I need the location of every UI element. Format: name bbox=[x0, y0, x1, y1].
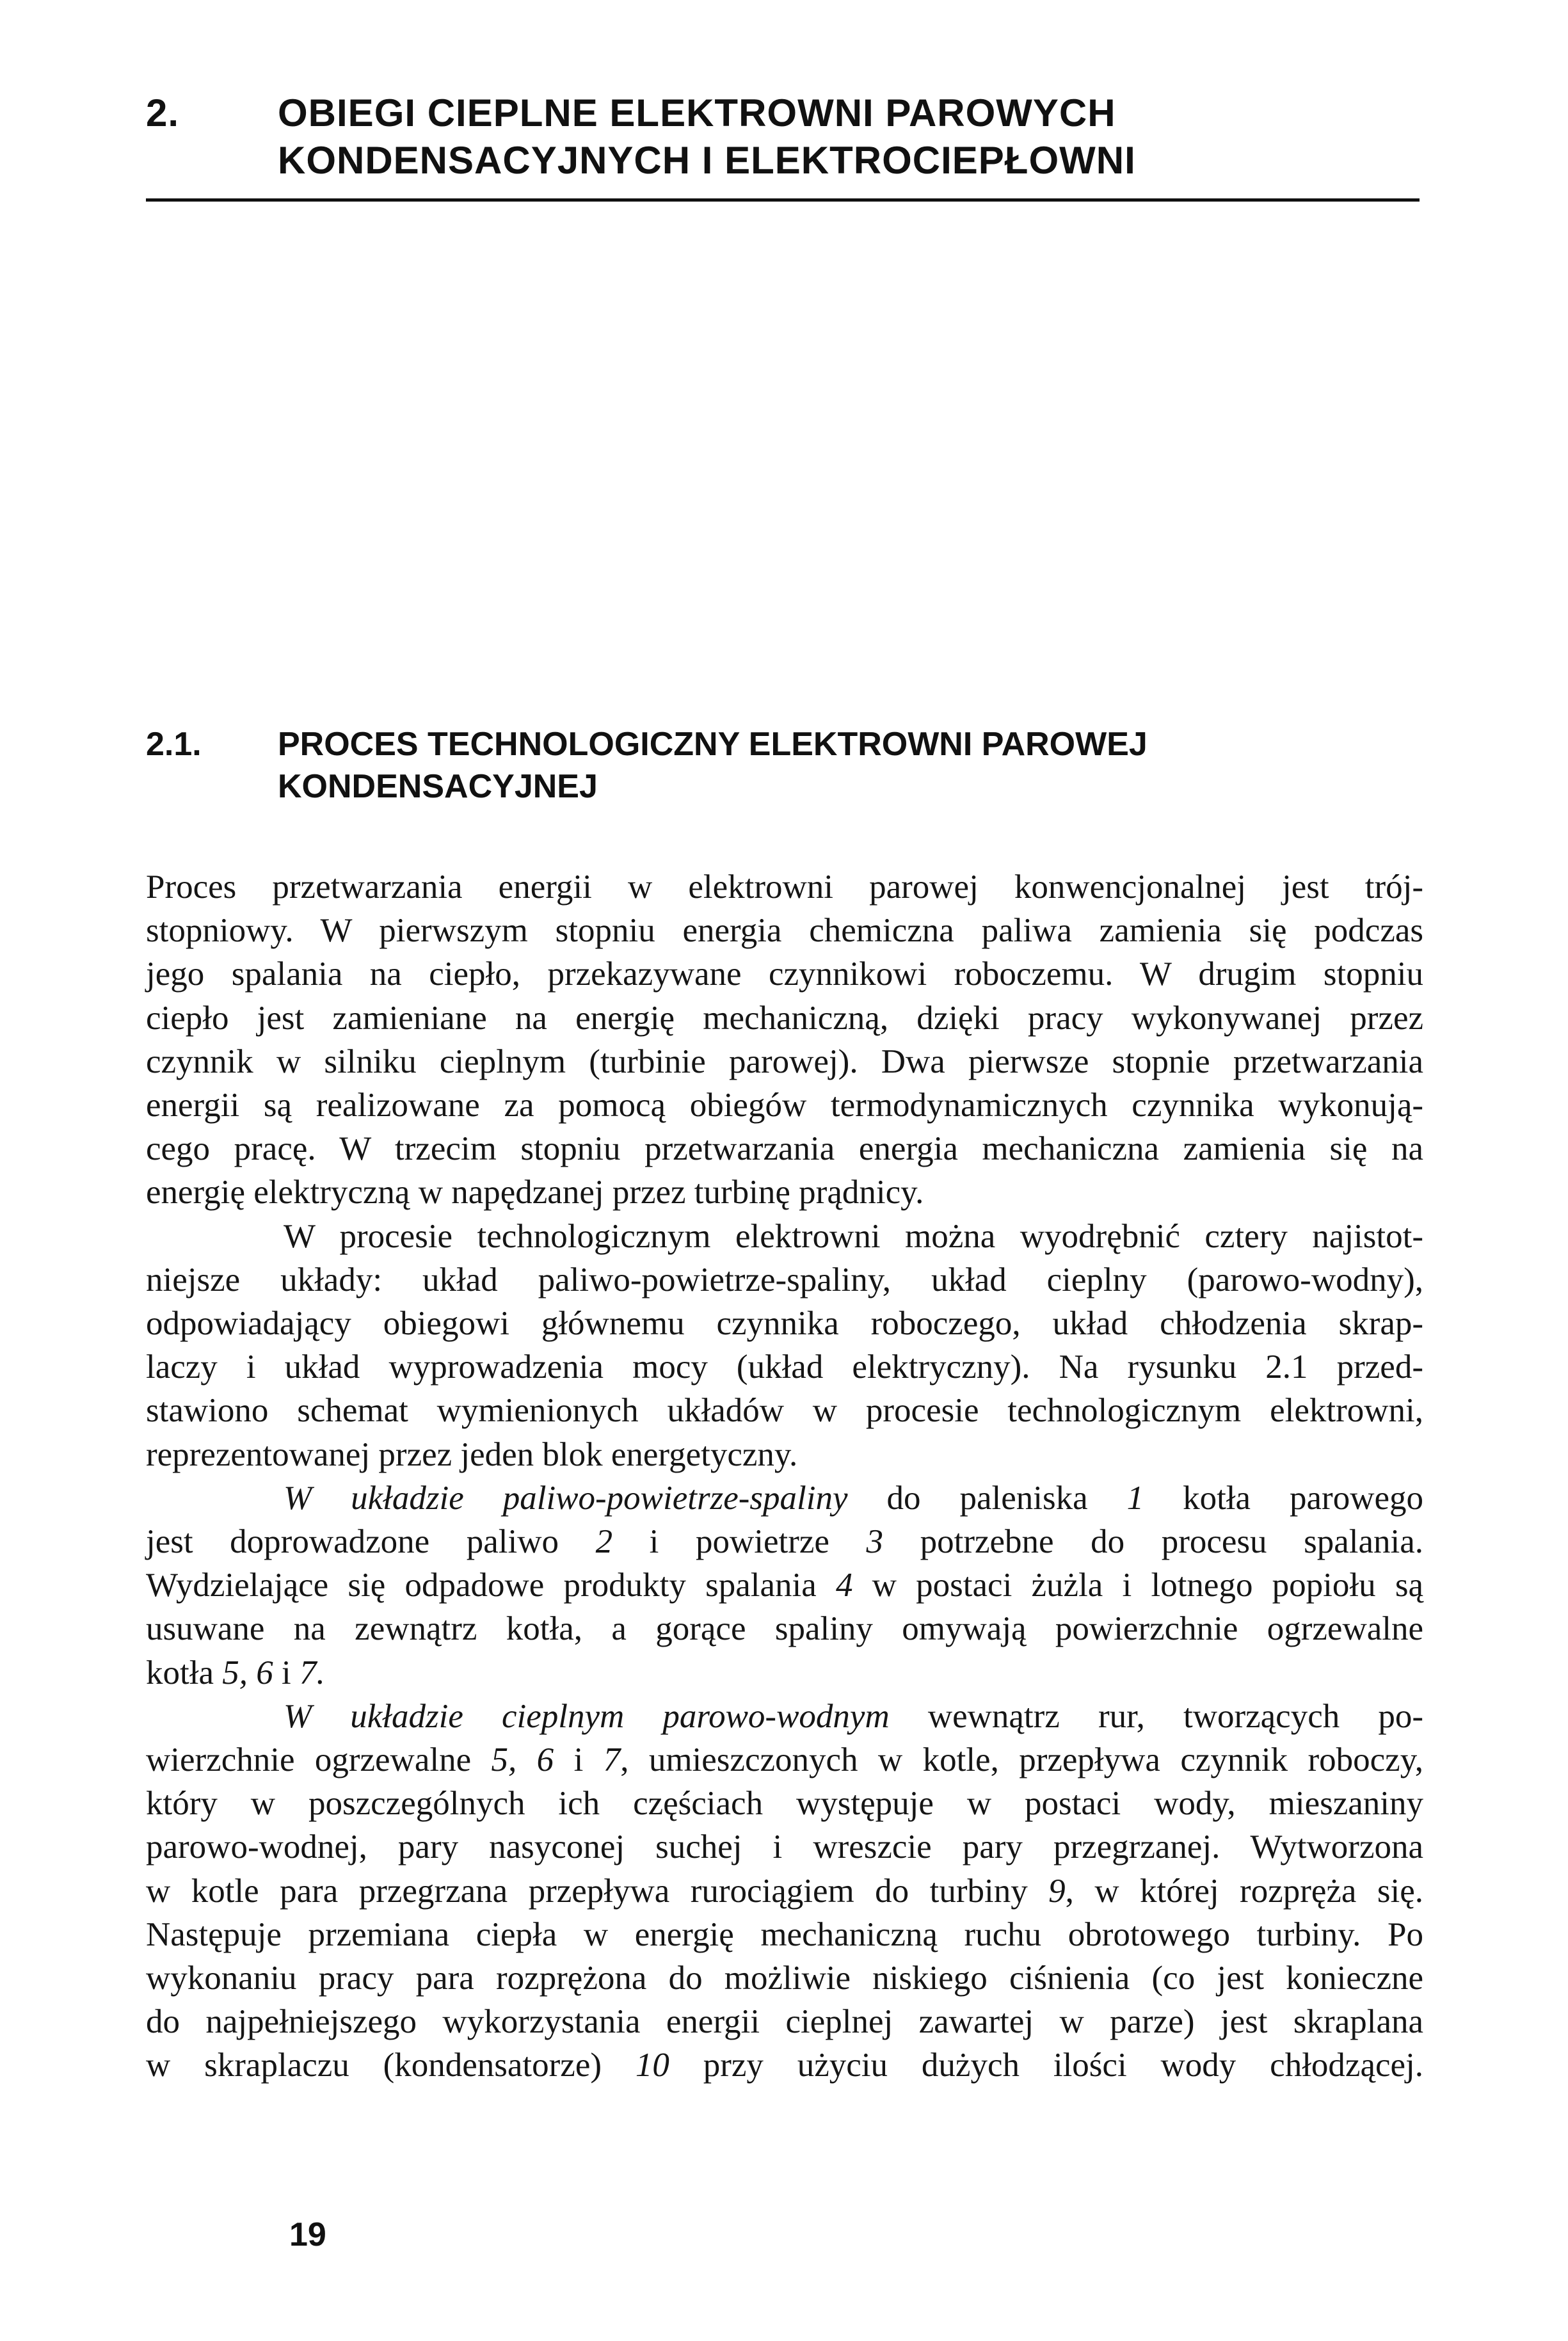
chapter-number: 2. bbox=[146, 92, 180, 134]
italic-term: W układzie cieplnym parowo-wodnym bbox=[284, 1697, 890, 1735]
ref-number: 1 bbox=[1126, 1479, 1144, 1517]
ref-number: 10 bbox=[635, 2047, 669, 2084]
text-line: wierzchnie ogrzewalne 5, 6 i 7, umieszczonych w kotle, przepływa czynnik roboczy, bbox=[146, 1741, 1424, 1779]
text-line: w kotle para przegrzana przepływa rurociągiem do turbiny 9, w której rozpręża się. bbox=[146, 1872, 1424, 1910]
text-line: W procesie technologicznym elektrowni można wyodrębnić cztery najistot- bbox=[284, 1217, 1423, 1255]
text-line: który w poszczególnych ich częściach występuje w postaci wody, mieszaniny bbox=[146, 1785, 1423, 1823]
text-line: cego pracę. W trzecim stopniu przetwarzania energia mechaniczna zamienia się na bbox=[146, 1130, 1423, 1168]
ref-number: 3 bbox=[866, 1523, 884, 1561]
chapter-title-line: OBIEGI CIEPLNE ELEKTROWNI PAROWYCH bbox=[278, 92, 1116, 134]
ref-number: 6 bbox=[536, 1741, 554, 1779]
section-number: 2.1. bbox=[146, 726, 202, 763]
text-line: stawiono schemat wymienionych układów w procesie technologicznym elektrowni, bbox=[146, 1392, 1423, 1430]
ref-number: 2 bbox=[595, 1523, 613, 1561]
text-line: W układzie cieplnym parowo-wodnym wewnątrz rur, tworzących po- bbox=[284, 1697, 1423, 1735]
italic-term: W układzie paliwo-powietrze-spaliny bbox=[284, 1479, 848, 1517]
text-line: laczy i układ wyprowadzenia mocy (układ elektryczny). Na rysunku 2.1 przed- bbox=[146, 1348, 1423, 1386]
text-line: odpowiadający obiegowi głównemu czynnika roboczego, układ chłodzenia skrap- bbox=[146, 1305, 1423, 1343]
text-line: czynnik w silniku cieplnym (turbinie parowej). Dwa pierwsze stopnie przetwarzania bbox=[146, 1043, 1423, 1080]
text-line: do najpełniejszego wykorzystania energii cieplnej zawartej w parze) jest skraplana bbox=[146, 2003, 1423, 2041]
text-line: Następuje przemiana ciepła w energię mechaniczną ruchu obrotowego turbiny. Po bbox=[146, 1915, 1423, 1953]
ref-number: 5, bbox=[222, 1654, 248, 1691]
ref-number: 5, bbox=[491, 1741, 517, 1779]
chapter-title-line: KONDENSACYJNYCH I ELEKTROCIEPŁOWNI bbox=[278, 139, 1136, 182]
text-line: kotła 5, 6 i 7. bbox=[146, 1654, 325, 1691]
body-text bbox=[146, 865, 1423, 2088]
text-line: w skraplaczu (kondensatorze) 10 przy użyciu dużych ilości wody chłodzącej. bbox=[146, 2047, 1423, 2084]
ref-number: 4 bbox=[835, 1567, 853, 1604]
text-line: energię elektryczną w napędzanej przez turbinę prądnicy. bbox=[146, 1174, 924, 1211]
section-title bbox=[278, 723, 1417, 808]
heading-rule bbox=[146, 198, 1420, 202]
text-line: Wydzielające się odpadowe produkty spalania 4 w postaci żużla i lotnego popiołu są bbox=[146, 1567, 1423, 1604]
section-title-line: KONDENSACYJNEJ bbox=[278, 768, 598, 805]
section-title-line: PROCES TECHNOLOGICZNY ELEKTROWNI PAROWEJ bbox=[278, 726, 1148, 763]
page-number: 19 bbox=[289, 2216, 326, 2253]
chapter-title bbox=[278, 90, 1417, 184]
text-line: W układzie paliwo-powietrze-spaliny do paleniska 1 kotła parowego bbox=[284, 1479, 1424, 1517]
text-line: reprezentowanej przez jeden blok energetyczny. bbox=[146, 1435, 798, 1473]
text-line: niejsze układy: układ paliwo-powietrze-spaliny, układ cieplny (parowo-wodny), bbox=[146, 1261, 1423, 1298]
text-line: jego spalania na ciepło, przekazywane czynnikowi roboczemu. W drugim stopniu bbox=[146, 955, 1423, 993]
text-line: jest doprowadzone paliwo 2 i powietrze 3 potrzebne do procesu spalania. bbox=[146, 1523, 1424, 1561]
text-line: wykonaniu pracy para rozprężona do możliwie niskiego ciśnienia (co jest konieczne bbox=[146, 1960, 1423, 1997]
ref-number: 7. bbox=[299, 1654, 325, 1691]
ref-number: 9 bbox=[1048, 1872, 1066, 1910]
ref-number: 6 bbox=[256, 1654, 273, 1691]
text-line: energii są realizowane za pomocą obiegów termodynamicznych czynnika wykonują- bbox=[146, 1087, 1423, 1124]
text-line: ciepło jest zamieniane na energię mechaniczną, dzięki pracy wykonywanej przez bbox=[146, 999, 1423, 1037]
text-line: usuwane na zewnątrz kotła, a gorące spaliny omywają powierzchnie ogrzewalne bbox=[146, 1610, 1423, 1648]
text-line: parowo-wodnej, pary nasyconej suchej i wreszcie pary przegrzanej. Wytworzona bbox=[146, 1828, 1423, 1866]
ref-number: 7 bbox=[603, 1741, 621, 1779]
text-line: stopniowy. W pierwszym stopniu energia chemiczna paliwa zamienia się podczas bbox=[146, 912, 1423, 950]
text-line: Proces przetwarzania energii w elektrowni parowej konwencjonalnej jest trój- bbox=[146, 868, 1423, 906]
